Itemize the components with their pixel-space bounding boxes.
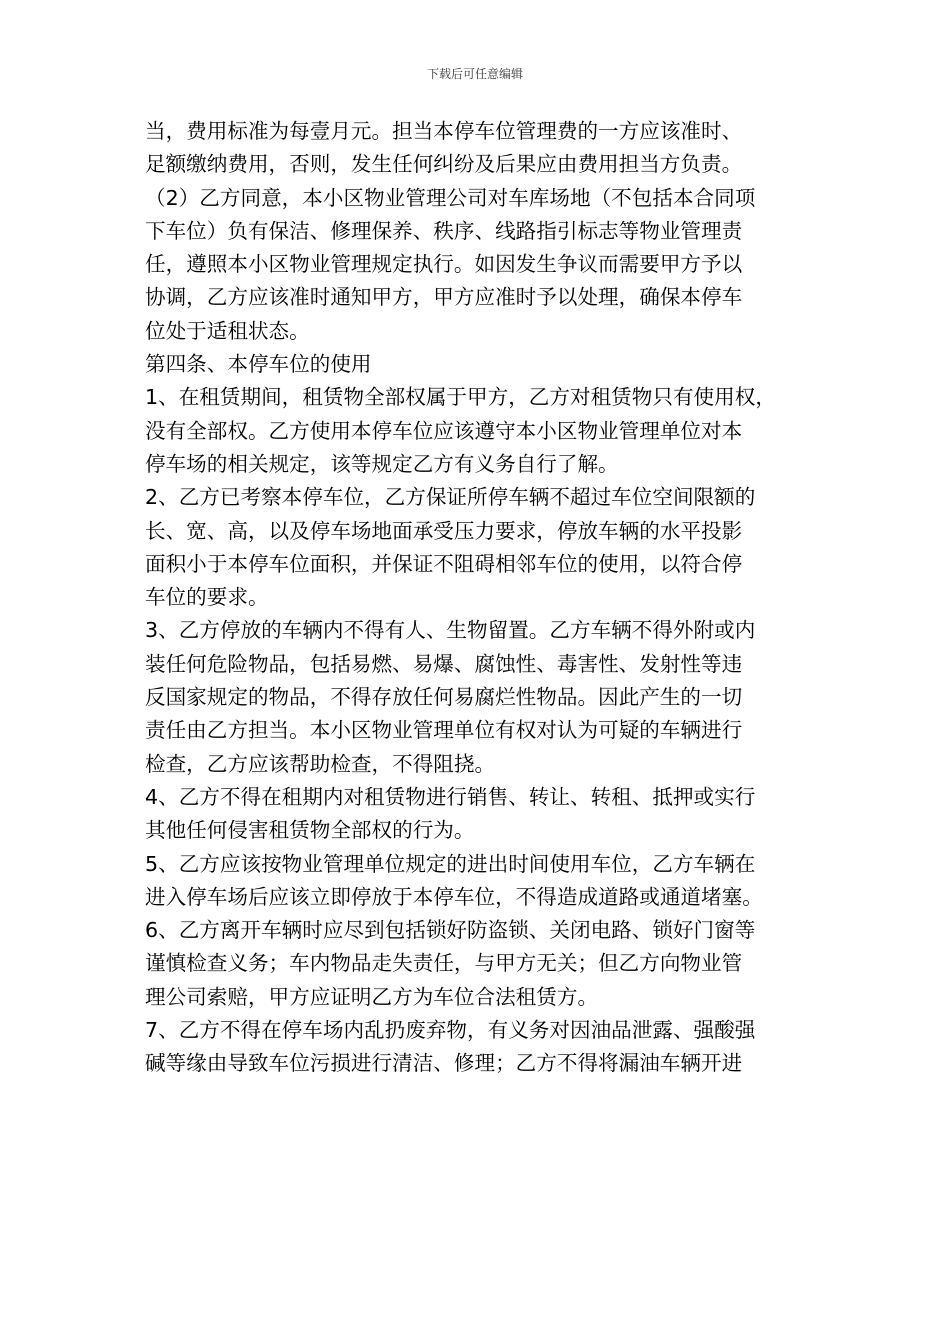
text-line: 任，遵照本小区物业管理规定执行。如因发生争议而需要甲方予以 [145, 252, 743, 277]
text-line: 6、乙方离开车辆时应尽到包括锁好防盗锁、关闭电路、锁好门窗等 [145, 918, 756, 943]
text-line: 检查，乙方应该帮助检查，不得阻挠。 [145, 751, 496, 776]
text-line: 当，费用标准为每壹月元。担当本停车位管理费的一方应该准时、 [145, 119, 743, 143]
section-heading: 第四条、本停车位的使用 [145, 352, 372, 377]
text-line: 其他任何侵害租赁物全部权的行为。 [145, 818, 475, 843]
text-line: 长、宽、高，以及停车场地面承受压力要求，停放车辆的水平投影 [145, 518, 743, 543]
text-line: 1、在租赁期间，租赁物全部权属于甲方，乙方对租赁物只有使用权， [145, 385, 776, 410]
text-line: 谨慎检查义务；车内物品走失责任，与甲方无关；但乙方向物业管 [145, 951, 743, 976]
text-line: 装任何危险物品，包括易燃、易爆、腐蚀性、毒害性、发射性等违 [145, 651, 743, 676]
text-line: 位处于适租状态。 [145, 318, 310, 343]
text-line: 进入停车场后应该立即停放于本停车位，不得造成道路或通道堵塞。 [145, 884, 763, 909]
text-line: 协调，乙方应该准时通知甲方，甲方应准时予以处理，确保本停车 [145, 285, 743, 310]
text-line: 7、乙方不得在停车场内乱扔废弃物，有义务对因油品泄露、强酸强 [145, 1018, 756, 1043]
text-line: 3、乙方停放的车辆内不得有人、生物留置。乙方车辆不得外附或内 [145, 618, 756, 643]
text-line: 碱等缘由导致车位污损进行清洁、修理；乙方不得将漏油车辆开进 [145, 1051, 743, 1076]
text-line: 理公司索赔，甲方应证明乙方为车位合法租赁方。 [145, 984, 599, 1009]
text-line: 责任由乙方担当。本小区物业管理单位有权对认为可疑的车辆进行 [145, 718, 743, 743]
text-line: 5、乙方应该按物业管理单位规定的进出时间使用车位，乙方车辆在 [145, 851, 756, 876]
text-line: 2、乙方已考察本停车位，乙方保证所停车辆不超过车位空间限额的 [145, 485, 756, 510]
text-line: 足额缴纳费用，否则，发生任何纠纷及后果应由费用担当方负责。 [145, 152, 743, 177]
text-line: 停车场的相关规定，该等规定乙方有义务自行了解。 [145, 451, 619, 476]
page-header: 下载后可任意编辑 [426, 67, 523, 81]
contract-body [145, 115, 815, 1081]
text-line: 反国家规定的物品，不得存放任何易腐烂性物品。因此产生的一切 [145, 685, 743, 710]
text-line: （2）乙方同意，本小区物业管理公司对车库场地（不包括本合同项 [145, 185, 756, 210]
text-line: 面积小于本停车位面积，并保证不阻碍相邻车位的使用，以符合停 [145, 551, 743, 576]
text-line: 没有全部权。乙方使用本停车位应该遵守本小区物业管理单位对本 [145, 418, 743, 443]
text-line: 车位的要求。 [145, 585, 269, 610]
text-line: 下车位）负有保洁、修理保养、秩序、线路指引标志等物业管理责 [145, 218, 743, 243]
text-line: 4、乙方不得在租期内对租赁物进行销售、转让、转租、抵押或实行 [145, 784, 756, 809]
